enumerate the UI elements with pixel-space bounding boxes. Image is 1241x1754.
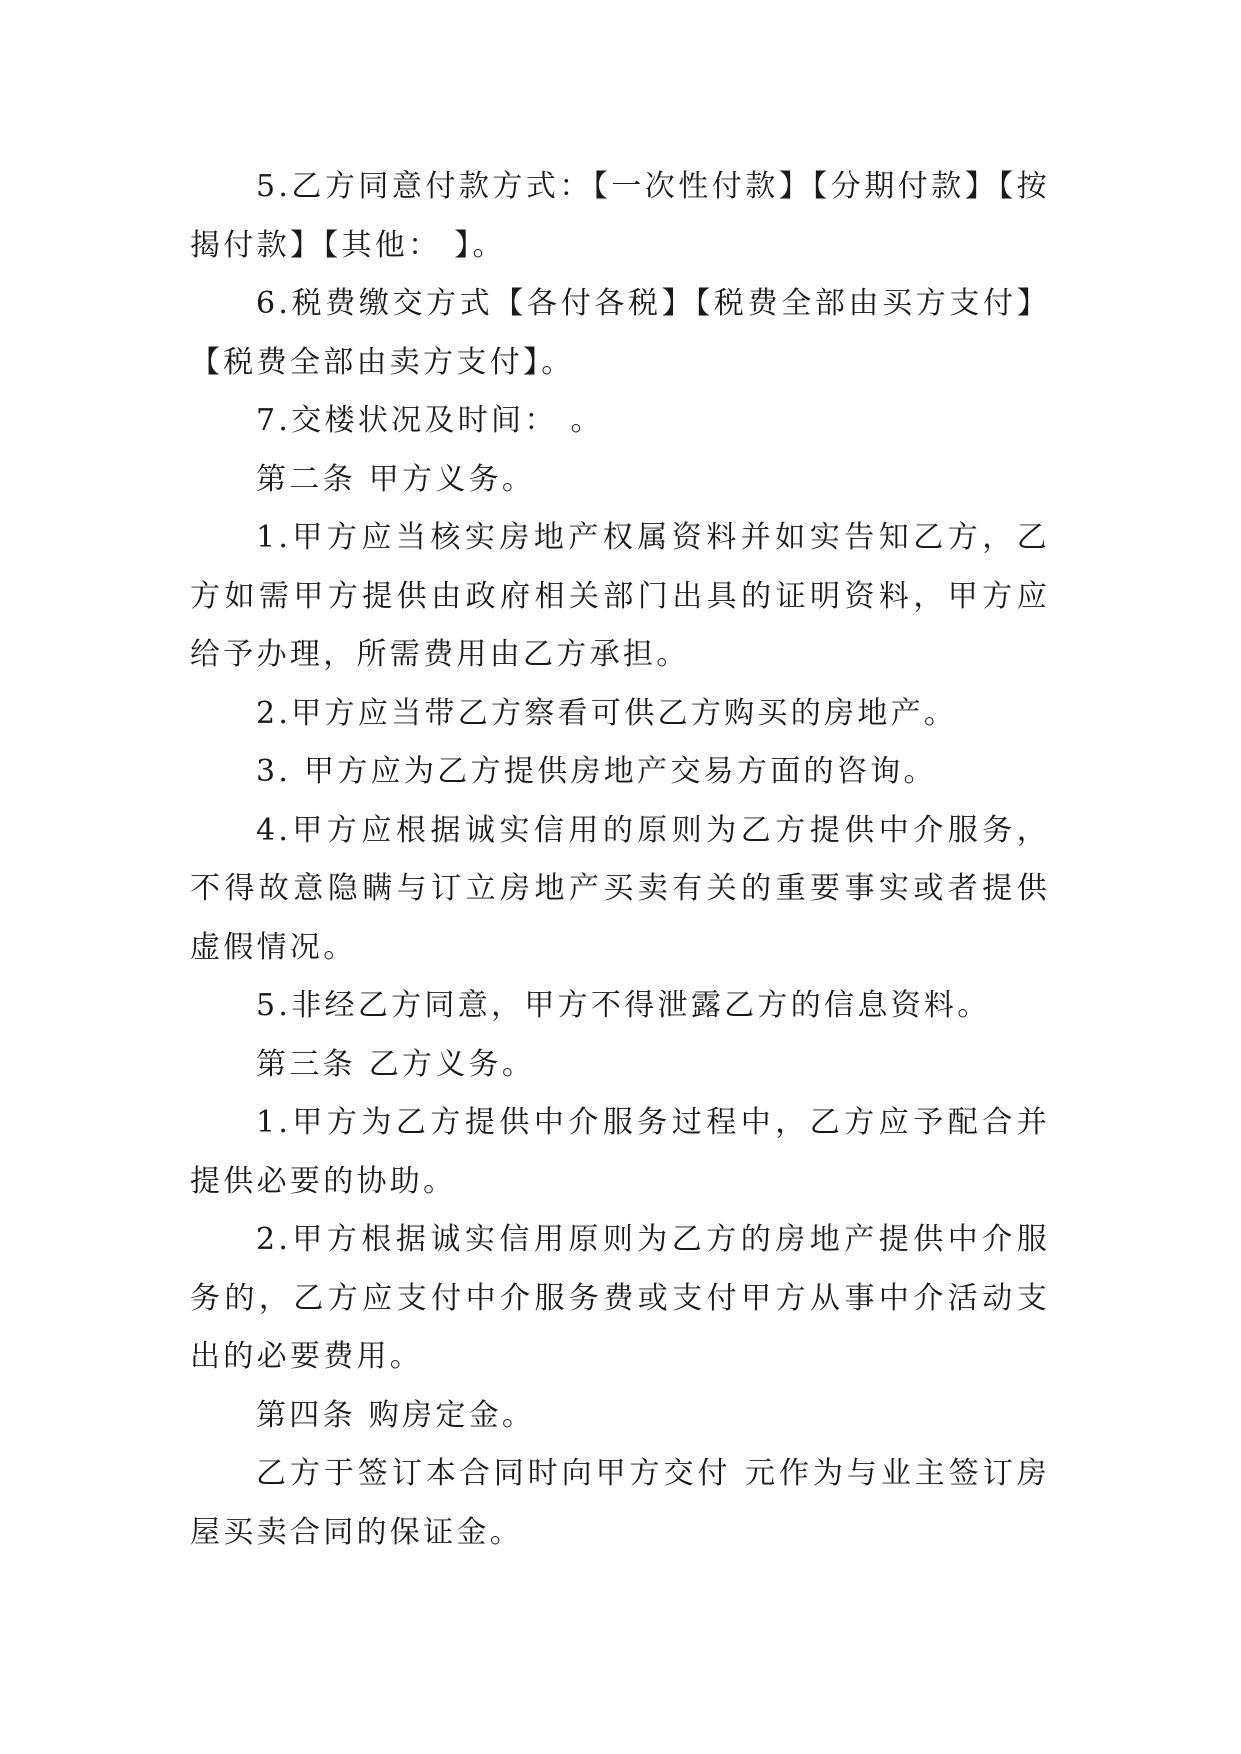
clause-handover: 7.交楼状况及时间： 。 [256,403,604,438]
article-2-item-2: 2.甲方应当带乙方察看可供乙方购买的房地产。 [256,695,958,731]
article-3-heading: 第三条 乙方义务。 [256,1046,536,1082]
article-2-item-5: 5.非经乙方同意，甲方不得泄露乙方的信息资料。 [256,988,991,1023]
article-4-body: 乙方于签订本合同时向甲方交付 元作为与业主签订房屋买卖合同的保证金。 [190,1456,1050,1550]
article-3-item-1: 1.甲方为乙方提供中介服务过程中，乙方应予配合并提供必要的协助。 [190,1105,1050,1199]
article-2-item-3: 3. 甲方应为乙方提供房地产交易方面的咨询。 [256,754,937,789]
article-2-heading: 第二条 甲方义务。 [256,461,536,497]
document-body [190,158,1050,1562]
article-3-item-2: 2.甲方根据诚实信用原则为乙方的房地产提供中介服务的，乙方应支付中介服务费或支付甲方从事中介活动支出的必要费用。 [190,1222,1050,1374]
article-2-item-1: 1.甲方应当核实房地产权属资料并如实告知乙方，乙方如需甲方提供由政府相关部门出具的证明资料，甲方应给予办理，所需费用由乙方承担。 [190,520,1050,672]
article-2-item-4: 4.甲方应根据诚实信用的原则为乙方提供中介服务，不得故意隐瞒与订立房地产买卖有关的重要事实或者提供虚假情况。 [190,812,1050,965]
clause-payment-method: 5.乙方同意付款方式：【一次性付款】【分期付款】【按揭付款】【其他： 】。 [190,169,1050,263]
clause-tax-payment: 6.税费缴交方式【各付各税】【税费全部由买方支付】【税费全部由卖方支付】。 [190,286,1050,380]
article-4-heading: 第四条 购房定金。 [256,1397,536,1433]
